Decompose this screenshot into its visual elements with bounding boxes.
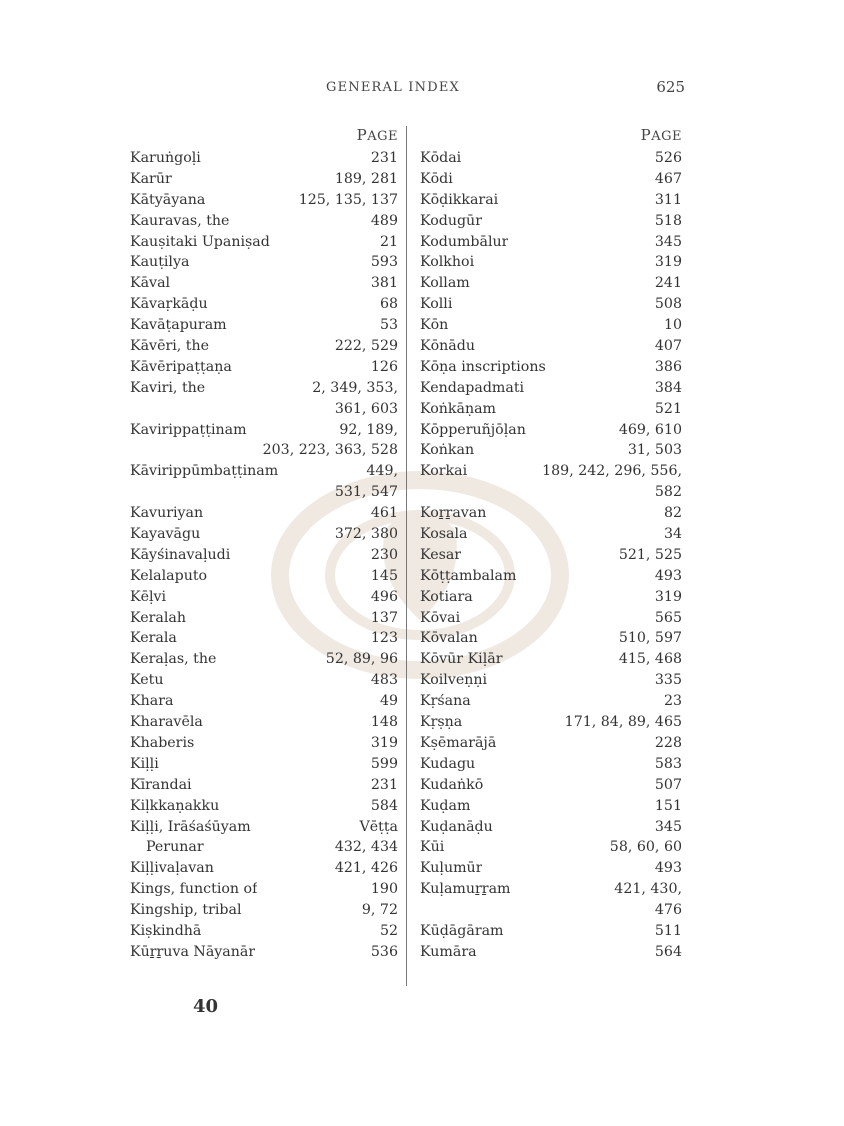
entry-pages: 461 xyxy=(370,505,398,522)
entry-term: Kosala xyxy=(420,526,468,543)
index-entry xyxy=(420,420,682,441)
entry-pages: 493 xyxy=(654,567,682,584)
entry-term: Kerala xyxy=(130,630,177,647)
entry-pages: 345 xyxy=(654,233,682,250)
entry-continuation-pages: 531, 547 xyxy=(334,484,398,501)
entry-pages: 335 xyxy=(654,672,682,689)
index-entry xyxy=(420,649,682,670)
entry-pages: 526 xyxy=(654,150,682,166)
entry-pages: 52 xyxy=(379,922,398,939)
index-entry xyxy=(130,461,398,482)
index-entry xyxy=(420,273,682,294)
entry-pages: 584 xyxy=(370,797,398,814)
entry-pages: 311 xyxy=(654,191,682,208)
entry-continuation-pages: 582 xyxy=(654,484,682,501)
entry-term: Kauṣitaki Upaniṣad xyxy=(130,233,270,250)
entry-pages: 511 xyxy=(654,922,682,939)
entry-term: Kūi xyxy=(420,839,445,856)
index-entry xyxy=(130,775,398,796)
entry-pages: 2, 349, 353, xyxy=(312,379,398,396)
entry-term: Kauravas, the xyxy=(130,212,230,229)
entry-pages: Vēṭṭa xyxy=(359,818,398,835)
index-entry xyxy=(130,817,398,838)
entry-term: Kāvirippūmbaṭṭinam xyxy=(130,463,279,480)
entry-pages: 189, 242, 296, 556, xyxy=(542,463,682,480)
entry-term: Kōṇa inscriptions xyxy=(420,358,546,375)
entry-term: Koṅkāṇam xyxy=(420,400,497,417)
entry-pages: 21 xyxy=(379,233,398,250)
entry-term: Kuḷamuṟṟam xyxy=(420,881,511,898)
index-entry xyxy=(420,733,682,754)
right-entry-list xyxy=(420,148,682,963)
index-entry xyxy=(420,378,682,399)
entry-pages: 599 xyxy=(370,755,398,772)
entry-pages: 171, 84, 89, 465 xyxy=(564,714,682,731)
entry-term: Kolkhoi xyxy=(420,254,475,271)
index-entry xyxy=(420,315,682,336)
entry-term: Kudaṅkō xyxy=(420,776,484,793)
index-entry xyxy=(130,357,398,378)
index-entry xyxy=(420,336,682,357)
entry-pages: 68 xyxy=(379,296,398,313)
entry-pages: 319 xyxy=(654,254,682,271)
index-entry xyxy=(130,858,398,879)
index-entry xyxy=(420,252,682,273)
entry-pages: 92, 189, xyxy=(339,421,398,438)
entry-continuation-pages: 203, 223, 363, 528 xyxy=(262,442,398,459)
entry-term: Kuḍanāḍu xyxy=(420,818,493,835)
index-entry xyxy=(420,503,682,524)
entry-term: Kṛṣṇa xyxy=(420,714,463,731)
entry-term: Kings, function of xyxy=(130,881,258,898)
header-title: GENERAL INDEX xyxy=(326,80,460,95)
entry-term: Ketu xyxy=(130,672,164,689)
entry-pages: 82 xyxy=(663,505,682,522)
index-entry xyxy=(130,733,398,754)
index-entry xyxy=(130,524,398,545)
entry-pages: 469, 610 xyxy=(618,421,682,438)
index-entry xyxy=(420,608,682,629)
index-entry xyxy=(130,252,398,273)
entry-pages: 510, 597 xyxy=(618,630,682,647)
entry-pages: 126 xyxy=(370,358,398,375)
index-entry xyxy=(420,232,682,253)
entry-pages: 518 xyxy=(654,212,682,229)
entry-pages: 564 xyxy=(654,943,682,960)
entry-term: Kōvalan xyxy=(420,630,478,647)
entry-term: Kōvūr Kiḷār xyxy=(420,651,503,668)
column-divider xyxy=(406,126,407,986)
entry-term: Kōvai xyxy=(420,609,461,626)
entry-term: Kīrandai xyxy=(130,776,192,793)
entry-term: Kōdi xyxy=(420,170,453,187)
entry-pages: 496 xyxy=(370,588,398,605)
entry-pages: 137 xyxy=(370,609,398,626)
index-entry xyxy=(130,900,398,921)
entry-pages: 483 xyxy=(370,672,398,689)
entry-pages: 53 xyxy=(379,317,398,334)
entry-pages: 190 xyxy=(370,881,398,898)
entry-term: Kṣēmarājā xyxy=(420,734,497,751)
entry-pages: 489 xyxy=(370,212,398,229)
index-entry xyxy=(130,315,398,336)
entry-pages: 52, 89, 96 xyxy=(325,651,398,668)
entry-term: Kōdai xyxy=(420,150,462,166)
entry-pages: 10 xyxy=(663,317,682,334)
entry-term: Kōnādu xyxy=(420,338,475,355)
entry-pages: 49 xyxy=(379,693,398,710)
entry-term: Kodugūr xyxy=(420,212,482,229)
right-column xyxy=(420,126,682,963)
entry-term: Kuḍam xyxy=(420,797,471,814)
entry-pages: 319 xyxy=(370,734,398,751)
entry-term: Kavirippaṭṭinam xyxy=(130,421,247,438)
index-entry xyxy=(420,628,682,649)
entry-pages: 189, 281 xyxy=(334,170,398,187)
index-entry xyxy=(130,273,398,294)
entry-term: Kāvaṛkāḍu xyxy=(130,296,208,313)
entry-term: Keralah xyxy=(130,609,186,626)
entry-pages: 507 xyxy=(654,776,682,793)
running-header xyxy=(130,78,685,102)
entry-pages: 148 xyxy=(370,714,398,731)
entry-pages: 521 xyxy=(654,400,682,417)
entry-term: Kharavēla xyxy=(130,714,203,731)
entry-term: Kātyāyana xyxy=(130,191,206,208)
left-column-heading: PAGE xyxy=(356,126,398,144)
entry-pages: 415, 468 xyxy=(618,651,682,668)
entry-term: Karūr xyxy=(130,170,172,187)
entry-term: Kiḷḷi, Irāśaśūyam xyxy=(130,818,251,835)
entry-term: Koṟṟavan xyxy=(420,505,487,522)
entry-pages: 34 xyxy=(663,526,682,543)
entry-pages: 145 xyxy=(370,567,398,584)
entry-term: Kōḍikkarai xyxy=(420,191,499,208)
entry-pages: 372, 380 xyxy=(334,526,398,543)
index-entry xyxy=(130,336,398,357)
entry-term: Kiḷḷi xyxy=(130,755,159,772)
entry-pages: 493 xyxy=(654,860,682,877)
entry-term: Kiḷkkaṇakku xyxy=(130,797,220,814)
entry-pages: 593 xyxy=(370,254,398,271)
entry-pages: 123 xyxy=(370,630,398,647)
entry-continuation xyxy=(130,837,398,858)
index-entry xyxy=(130,796,398,817)
index-entry xyxy=(420,357,682,378)
index-entry xyxy=(130,211,398,232)
index-entry xyxy=(130,169,398,190)
entry-term: Koilveṇṇi xyxy=(420,672,488,689)
entry-term: Kiṣkindhā xyxy=(130,922,202,939)
entry-pages: 31, 503 xyxy=(627,442,682,459)
left-column xyxy=(130,126,398,963)
signature-mark: 40 xyxy=(193,996,219,1017)
entry-term: Kavāṭapuram xyxy=(130,317,227,334)
entry-term: Kudagu xyxy=(420,755,476,772)
entry-term: Kumāra xyxy=(420,943,477,960)
entry-pages: 125, 135, 137 xyxy=(298,191,398,208)
entry-term: Kōpperuñjōḷan xyxy=(420,421,526,438)
entry-term: Kotiara xyxy=(420,588,473,605)
entry-pages: 58, 60, 60 xyxy=(609,839,682,856)
index-entry xyxy=(420,211,682,232)
index-entry xyxy=(420,294,682,315)
index-entry xyxy=(130,503,398,524)
index-entry xyxy=(130,566,398,587)
entry-pages: 467 xyxy=(654,170,682,187)
index-entry xyxy=(420,775,682,796)
entry-pages: 230 xyxy=(370,546,398,563)
entry-term: Karuṅgoḷi xyxy=(130,150,201,166)
index-entry xyxy=(420,879,682,900)
index-entry xyxy=(420,190,682,211)
entry-pages: 536 xyxy=(370,943,398,960)
entry-term: Kāvēri, the xyxy=(130,338,210,355)
index-entry xyxy=(130,921,398,942)
index-entry xyxy=(130,378,398,399)
entry-term: Kingship, tribal xyxy=(130,902,242,919)
index-entry xyxy=(130,628,398,649)
index-entry xyxy=(130,148,398,169)
entry-term: Koṅkan xyxy=(420,442,475,459)
entry-term: Kauṭilya xyxy=(130,254,190,271)
index-entry xyxy=(420,524,682,545)
entry-pages: 241 xyxy=(654,275,682,292)
index-entry xyxy=(420,754,682,775)
index-entry xyxy=(130,754,398,775)
index-entry xyxy=(130,691,398,712)
entry-term: Kāyśinavaḷudi xyxy=(130,546,231,563)
entry-pages: 23 xyxy=(663,693,682,710)
entry-continuation-term: Perunar xyxy=(146,839,204,856)
index-entry xyxy=(420,921,682,942)
entry-term: Khara xyxy=(130,693,174,710)
entry-continuation-pages: 361, 603 xyxy=(334,400,398,417)
entry-pages: 222, 529 xyxy=(334,338,398,355)
index-entry xyxy=(130,942,398,963)
index-entry xyxy=(420,169,682,190)
right-column-heading: PAGE xyxy=(640,126,682,144)
entry-term: Kollam xyxy=(420,275,470,292)
entry-pages: 521, 525 xyxy=(618,546,682,563)
entry-pages: 381 xyxy=(370,275,398,292)
entry-term: Kavuriyan xyxy=(130,505,204,522)
entry-term: Kayavāgu xyxy=(130,526,201,543)
entry-continuation-pages: 476 xyxy=(654,902,682,919)
index-entry xyxy=(130,545,398,566)
entry-term: Keraḷas, the xyxy=(130,651,217,668)
entry-term: Kodumbālur xyxy=(420,233,509,250)
entry-term: Kēḷvi xyxy=(130,588,167,605)
index-entry xyxy=(420,817,682,838)
left-entry-list xyxy=(130,148,398,963)
entry-pages: 421, 430, xyxy=(614,881,682,898)
entry-term: Kāvēripaṭṭaṇa xyxy=(130,358,232,375)
index-entry xyxy=(420,148,682,169)
index-entry xyxy=(130,879,398,900)
entry-term: Kōṭṭambalam xyxy=(420,567,517,584)
entry-term: Kiḷḷivaḷavan xyxy=(130,860,214,877)
index-entry xyxy=(420,691,682,712)
index-entry xyxy=(420,942,682,963)
entry-term: Kaviri, the xyxy=(130,379,206,396)
entry-term: Kendapadmati xyxy=(420,379,525,396)
index-entry xyxy=(420,837,682,858)
index-entry xyxy=(130,190,398,211)
entry-term: Kāval xyxy=(130,275,171,292)
entry-term: Korkai xyxy=(420,463,468,480)
entry-pages: 565 xyxy=(654,609,682,626)
entry-continuation-pages: 432, 434 xyxy=(334,839,398,856)
entry-term: Kūḍāgāram xyxy=(420,922,504,939)
index-entry xyxy=(130,712,398,733)
index-entry xyxy=(420,712,682,733)
entry-pages: 384 xyxy=(654,379,682,396)
entry-term: Kesar xyxy=(420,546,462,563)
entry-pages: 9, 72 xyxy=(361,902,398,919)
entry-pages: 231 xyxy=(370,776,398,793)
index-entry xyxy=(130,294,398,315)
entry-term: Kūṟṟuva Nāyanār xyxy=(130,943,256,960)
index-entry xyxy=(130,649,398,670)
page-number: 625 xyxy=(656,78,685,96)
entry-pages: 508 xyxy=(654,296,682,313)
index-entry xyxy=(130,608,398,629)
entry-term: Kuḷumūr xyxy=(420,860,483,877)
index-entry xyxy=(420,399,682,420)
entry-term: Khaberis xyxy=(130,734,195,751)
entry-pages: 421, 426 xyxy=(334,860,398,877)
index-entry xyxy=(420,440,682,461)
entry-pages: 319 xyxy=(654,588,682,605)
entry-term: Kelalaputo xyxy=(130,567,208,584)
entry-pages: 345 xyxy=(654,818,682,835)
entry-term: Kolli xyxy=(420,296,453,313)
index-entry xyxy=(130,420,398,441)
entry-pages: 583 xyxy=(654,755,682,772)
entry-term: Kōn xyxy=(420,317,449,334)
index-entry xyxy=(130,587,398,608)
index-entry xyxy=(420,858,682,879)
entry-pages: 449, xyxy=(366,463,398,480)
index-entry xyxy=(420,545,682,566)
entry-pages: 228 xyxy=(654,734,682,751)
index-entry xyxy=(130,232,398,253)
entry-pages: 407 xyxy=(654,338,682,355)
index-entry xyxy=(420,461,682,482)
index-entry xyxy=(420,587,682,608)
index-entry xyxy=(130,670,398,691)
index-entry xyxy=(420,566,682,587)
entry-pages: 231 xyxy=(370,150,398,166)
index-entry xyxy=(420,670,682,691)
entry-pages: 386 xyxy=(654,358,682,375)
index-entry xyxy=(420,796,682,817)
entry-pages: 151 xyxy=(654,797,682,814)
entry-term: Kṛśana xyxy=(420,693,471,710)
